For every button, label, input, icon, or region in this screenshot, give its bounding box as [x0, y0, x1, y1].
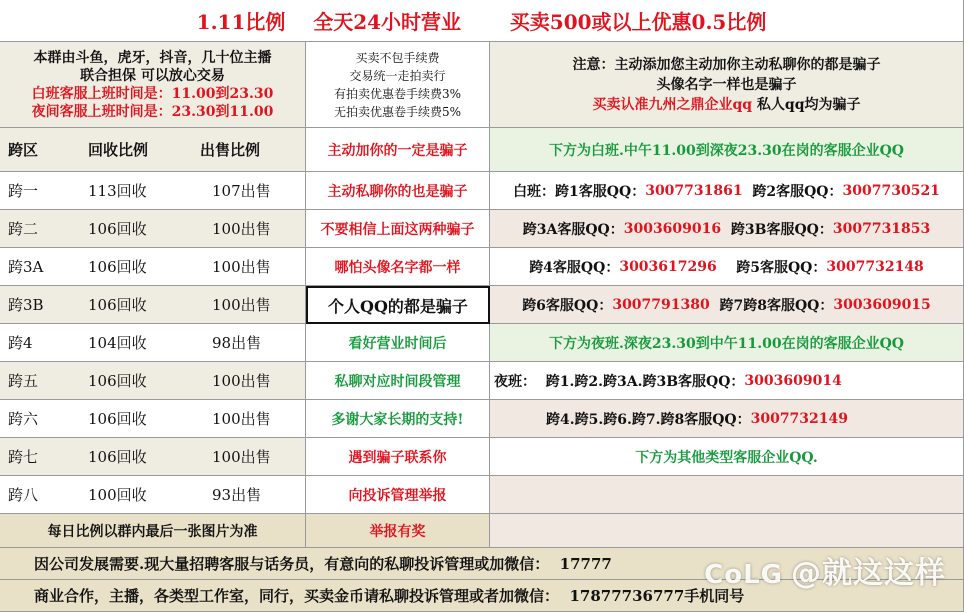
footer-recruit-text: 因公司发展需要.现大量招聘客服与话务员，有意向的私聊投诉管理或加微信： 17777 — [34, 555, 612, 573]
row-recycle: 100回收 — [88, 486, 147, 504]
service-row — [490, 400, 964, 438]
empty-row — [490, 514, 964, 548]
service-qq: 3003609015 — [833, 296, 931, 313]
warning-text: 遇到骗子联系你 — [348, 449, 447, 466]
row-sell: 100出售 — [212, 372, 271, 390]
watermark-logo: CoLG — [704, 560, 783, 590]
table-row — [0, 210, 306, 248]
day-shift-header — [490, 128, 964, 172]
warning-text: 私聊对应时间段管理 — [334, 373, 461, 390]
notice-line-2: 头像名字一样也是骗子 — [656, 76, 797, 93]
warning-cell — [306, 128, 490, 172]
warning-text: 看好营业时间后 — [348, 335, 447, 352]
warning-cell — [306, 324, 490, 362]
row-zone: 跨二 — [8, 220, 39, 238]
table-footnote — [0, 514, 306, 548]
warning-cell — [306, 514, 490, 548]
service-row — [490, 362, 964, 400]
row-sell: 98出售 — [212, 334, 262, 352]
service-qq: 3003609014 — [744, 372, 842, 389]
warning-cell — [306, 476, 490, 514]
row-zone: 跨七 — [8, 448, 39, 466]
row-zone: 跨3A — [8, 258, 44, 276]
service-row — [490, 210, 964, 248]
warning-text: 向投诉管理举报 — [348, 487, 447, 504]
warning-text: 哪怕头像名字都一样 — [334, 259, 461, 276]
fees-line-3: 有拍卖优惠卷手续费3% — [333, 86, 462, 101]
row-zone: 跨六 — [8, 410, 39, 428]
service-qq: 3007791380 — [612, 296, 710, 313]
other-service-header — [490, 438, 964, 476]
warning-cell — [306, 362, 490, 400]
table-row — [0, 438, 306, 476]
service-row — [490, 248, 964, 286]
row-recycle: 113回收 — [88, 182, 147, 200]
table-row — [0, 172, 306, 210]
fees-line-1: 买卖不包手续费 — [355, 50, 440, 65]
row-zone: 跨八 — [8, 486, 39, 504]
watermark-text: @就这这样 — [791, 556, 946, 591]
fees-line-2: 交易统一走拍卖行 — [349, 68, 446, 83]
warning-cell — [306, 172, 490, 210]
row-sell: 100出售 — [212, 220, 271, 238]
row-sell: 93出售 — [212, 486, 262, 504]
notice-private-qq: 私人qq均为骗子 — [752, 96, 861, 113]
notice-block — [490, 42, 964, 128]
table-row — [0, 248, 306, 286]
service-label: 跨3B客服QQ： — [721, 221, 833, 238]
service-label: 夜班： 跨1.跨2.跨3A.跨3B客服QQ： — [494, 373, 745, 390]
fees-block — [306, 42, 490, 128]
service-qq: 3007731861 — [645, 182, 743, 199]
table-row — [0, 362, 306, 400]
row-recycle: 106回收 — [88, 220, 147, 238]
service-label: 跨4客服QQ： — [529, 259, 620, 276]
warning-cell — [306, 400, 490, 438]
header-sell: 出售比例 — [200, 141, 261, 159]
warning-cell — [306, 438, 490, 476]
footer-business-text: 商业合作，主播，各类型工作室，同行，买卖金币请私聊投诉管理或者加微信： 17877736777手机同号 — [34, 587, 745, 605]
table-row — [0, 400, 306, 438]
table-row — [0, 324, 306, 362]
row-sell: 100出售 — [212, 258, 271, 276]
notice-line-3 — [592, 95, 860, 115]
service-label: 跨3A客服QQ： — [522, 221, 624, 238]
service-label: 跨4.跨5.跨6.跨7.跨8客服QQ： — [546, 411, 751, 428]
row-recycle: 106回收 — [88, 448, 147, 466]
warning-text: 主动加你的一定是骗子 — [327, 142, 468, 159]
intro-day-hours: 白班客服上班时间是：11.00到23.30 — [31, 85, 274, 102]
warning-cell — [306, 248, 490, 286]
row-sell: 100出售 — [212, 410, 271, 428]
other-service-header-text: 下方为其他类型客服企业QQ. — [635, 449, 818, 466]
footnote-text: 每日比例以群内最后一张图片为准 — [47, 523, 258, 540]
warning-cell — [306, 210, 490, 248]
row-zone: 跨4 — [8, 334, 33, 352]
intro-line-1: 本群由斗鱼，虎牙，抖音，几十位主播 — [33, 49, 272, 66]
header-zone: 跨区 — [8, 141, 39, 159]
empty-row — [490, 476, 964, 514]
warning-text: 不要相信上面这两种骗子 — [320, 221, 475, 238]
banner-text: 1.11比例 全天24小时营业 买卖500或以上优惠0.5比例 — [196, 10, 767, 34]
intro-night-hours: 夜间客服上班时间是：23.30到11.00 — [31, 103, 274, 120]
night-shift-header-text: 下方为夜班.深夜23.30到中午11.00在岗的客服企业QQ — [549, 335, 904, 352]
intro-block — [0, 42, 306, 128]
service-label: 跨5客服QQ： — [716, 259, 827, 276]
night-shift-header — [490, 324, 964, 362]
notice-line-1: 注意：主动添加您主动加你主动私聊你的都是骗子 — [572, 56, 881, 73]
service-row — [490, 286, 964, 324]
row-zone: 跨五 — [8, 372, 39, 390]
banner — [0, 0, 964, 42]
warning-text: 举报有奖 — [369, 523, 426, 540]
service-qq: 3003617296 — [619, 258, 717, 275]
service-qq: 3003609016 — [623, 220, 722, 237]
service-label: 白班：跨1客服QQ： — [513, 183, 646, 200]
row-sell: 100出售 — [212, 296, 271, 314]
intro-line-2: 联合担保 可以放心交易 — [80, 67, 225, 84]
service-label: 跨6客服QQ： — [522, 297, 613, 314]
row-recycle: 106回收 — [88, 372, 147, 390]
row-recycle: 106回收 — [88, 296, 147, 314]
row-sell: 107出售 — [212, 182, 271, 200]
service-qq: 3007731853 — [832, 220, 931, 237]
header-recycle: 回收比例 — [88, 141, 149, 159]
row-recycle: 104回收 — [88, 334, 147, 352]
service-label: 跨7跨8客服QQ： — [709, 297, 834, 314]
table-header — [0, 128, 306, 172]
row-zone: 跨3B — [8, 296, 44, 314]
service-qq: 3007732148 — [826, 258, 924, 275]
watermark — [704, 548, 946, 592]
service-row — [490, 172, 964, 210]
warning-text: 多谢大家长期的支持! — [331, 411, 464, 428]
service-qq: 3007732149 — [750, 410, 849, 427]
row-recycle: 106回收 — [88, 258, 147, 276]
service-label: 跨2客服QQ： — [742, 183, 843, 200]
fees-line-4: 无拍卖优惠卷手续费5% — [333, 104, 462, 119]
warning-text: 个人QQ的都是骗子 — [328, 296, 468, 316]
warning-cell-boxed — [306, 286, 490, 324]
day-shift-header-text: 下方为白班.中午11.00到深夜23.30在岗的客服企业QQ — [549, 142, 904, 159]
service-qq: 3007730521 — [842, 182, 940, 199]
notice-official-qq: 买卖认准九州之鼎企业qq — [592, 96, 753, 113]
warning-text: 主动私聊你的也是骗子 — [327, 183, 468, 200]
table-row — [0, 476, 306, 514]
row-zone: 跨一 — [8, 182, 39, 200]
row-sell: 100出售 — [212, 448, 271, 466]
row-recycle: 106回收 — [88, 410, 147, 428]
table-row — [0, 286, 306, 324]
